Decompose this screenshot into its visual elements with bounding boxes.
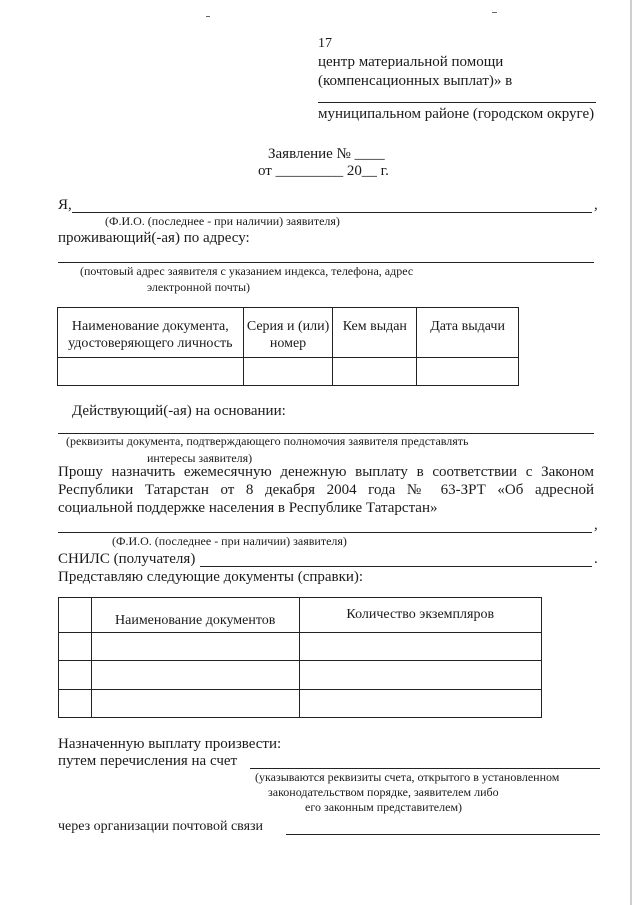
docs-cell-number[interactable]: [59, 661, 92, 690]
request-fio-line[interactable]: [58, 532, 592, 533]
applicant-fio-line[interactable]: [72, 212, 592, 213]
post-label: через организации почтовой связи: [58, 819, 264, 834]
docs-cell-quantity[interactable]: [299, 661, 542, 690]
page-number: 17: [318, 36, 332, 51]
documents-table: [58, 597, 542, 718]
basis-caption-1: (реквизиты документа, подтверждающего полномочия заявителя представлять: [66, 434, 469, 448]
account-caption-1: (указываются реквизиты счета, открытого в установленном: [255, 770, 560, 784]
docs-col-name: Наименование документов: [91, 598, 299, 633]
account-caption-3: его законным представителем): [305, 800, 463, 814]
transfer-label: путем перечисления на счет: [58, 753, 238, 769]
id-cell-document-name[interactable]: [58, 358, 244, 386]
snils-label: СНИЛС (получателя): [58, 551, 196, 567]
id-col-issue-date: Дата выдачи: [417, 308, 519, 358]
id-col-document-name: Наименование документа, удостоверяющего личность: [58, 308, 244, 358]
id-cell-issued-by[interactable]: [333, 358, 417, 386]
docs-cell-quantity[interactable]: [299, 690, 542, 718]
address-caption-2: электронной почты): [147, 280, 251, 294]
request-line-2: Республики Татарстан от 8 декабря 2004 года № 63-ЗРТ «Об адресной: [58, 482, 594, 498]
header-line-2: (компенсационных выплат)» в: [318, 73, 513, 89]
address-line[interactable]: [58, 262, 594, 263]
applicant-fio-suffix: ,: [594, 197, 598, 213]
snils-suffix: .: [594, 551, 598, 567]
scan-mark: [206, 16, 210, 17]
id-cell-issue-date[interactable]: [417, 358, 519, 386]
docs-cell-name[interactable]: [91, 633, 299, 661]
scan-edge: [630, 0, 632, 905]
snils-line[interactable]: [200, 566, 592, 567]
docs-col-number: [59, 598, 92, 633]
page-title: Заявление № ____: [268, 146, 385, 162]
post-line[interactable]: [286, 834, 600, 835]
id-col-series-number: Серия и (или) номер: [243, 308, 333, 358]
address-caption-1: (почтовый адрес заявителя с указанием индекса, телефона, адрес: [80, 264, 414, 278]
request-fio-suffix: ,: [594, 517, 598, 533]
address-label: проживающий(-ая) по адресу:: [58, 230, 250, 246]
id-document-table: [57, 307, 519, 386]
docs-label: Представляю следующие документы (справки):: [58, 569, 364, 585]
basis-caption-2: интересы заявителя): [147, 451, 253, 465]
scan-mark: [492, 12, 497, 13]
docs-cell-name[interactable]: [91, 661, 299, 690]
title-date: от _________ 20__ г.: [258, 163, 389, 179]
id-cell-series-number[interactable]: [243, 358, 333, 386]
applicant-prefix: Я,: [58, 197, 72, 213]
request-fio-caption: (Ф.И.О. (последнее - при наличии) заявителя): [112, 534, 347, 548]
request-line-1: Прошу назначить ежемесячную денежную выплату в соответствии с Законом: [58, 464, 594, 480]
docs-cell-number[interactable]: [59, 633, 92, 661]
id-col-issued-by: Кем выдан: [333, 308, 417, 358]
account-caption-2: законодательством порядке, заявителем либо: [268, 785, 499, 799]
header-line-3: муниципальном районе (городском округе): [318, 106, 595, 122]
applicant-fio-caption: (Ф.И.О. (последнее - при наличии) заявителя): [105, 214, 340, 228]
basis-label: Действующий(-ая) на основании:: [72, 403, 286, 419]
docs-cell-number[interactable]: [59, 690, 92, 718]
account-line[interactable]: [250, 768, 600, 769]
docs-col-quantity: Количество экземпляров: [299, 598, 542, 633]
docs-cell-name[interactable]: [91, 690, 299, 718]
header-blank-line: [318, 102, 596, 103]
request-line-3: социальной поддержке населения в Республике Татарстан»: [58, 500, 438, 516]
header-line-1: центр материальной помощи: [318, 54, 504, 70]
docs-cell-quantity[interactable]: [299, 633, 542, 661]
payment-label: Назначенную выплату произвести:: [58, 736, 282, 752]
